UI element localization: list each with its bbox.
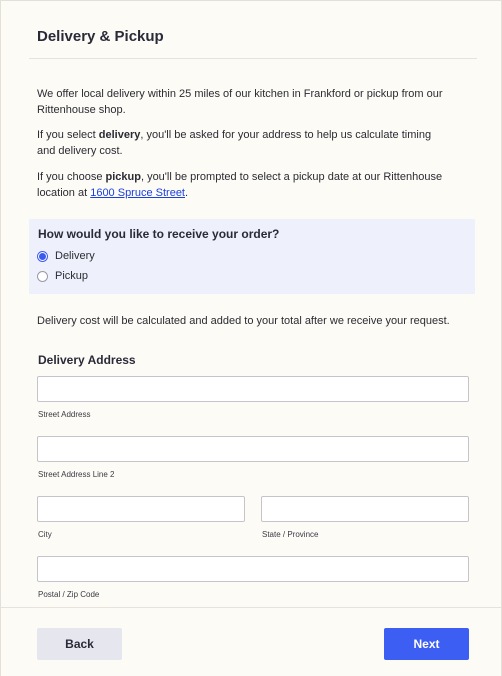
postal-code-input[interactable] <box>37 556 469 582</box>
form-footer <box>1 607 501 676</box>
method-question: How would you like to receive your order? <box>38 227 280 241</box>
intro-p3-text-mid: , you'll be prompted to select a pickup date at our Rittenhouse location at <box>37 171 443 199</box>
delivery-method-group <box>29 219 475 294</box>
street-address-sublabel: Street Address <box>38 410 91 419</box>
page-title: Delivery & Pickup <box>37 28 164 45</box>
radio-option-delivery[interactable] <box>37 248 95 264</box>
radio-selected-dot <box>39 253 46 260</box>
address-link[interactable]: 1600 Spruce Street <box>90 187 185 199</box>
radio-option-pickup[interactable] <box>37 268 88 284</box>
intro-p2-text-end: , you'll be asked for your address to help us calculate timing and delivery cost. <box>37 129 432 157</box>
intro-p3-text-end: . <box>185 187 189 199</box>
intro-p2-text: If you select <box>37 129 99 141</box>
intro-paragraph-2 <box>37 127 447 159</box>
intro-paragraph-3 <box>37 169 447 201</box>
postal-code-sublabel: Postal / Zip Code <box>38 590 100 599</box>
city-input[interactable] <box>37 496 245 522</box>
intro-paragraph-1: We offer local delivery within 25 miles of our kitchen in Frankford or pickup from our Rittenhouse shop. <box>37 88 443 116</box>
radio-pickup-label[interactable]: Pickup <box>55 270 89 282</box>
back-button[interactable]: Back <box>37 628 122 660</box>
street-address-line2-input[interactable] <box>37 436 469 462</box>
radio-pickup-indicator[interactable] <box>37 271 48 282</box>
intro-p2-bold: delivery <box>98 129 141 141</box>
radio-delivery-indicator[interactable] <box>37 251 48 262</box>
city-sublabel: City <box>38 530 52 539</box>
next-button[interactable]: Next <box>384 628 469 660</box>
street-address-line2-sublabel: Street Address Line 2 <box>38 470 115 479</box>
delivery-address-label: Delivery Address <box>38 353 136 367</box>
radio-delivery-label[interactable]: Delivery <box>55 250 95 262</box>
intro-p3-bold: pickup <box>105 171 141 183</box>
state-province-sublabel: State / Province <box>262 530 319 539</box>
street-address-input[interactable] <box>37 376 469 402</box>
state-province-input[interactable] <box>261 496 469 522</box>
delivery-cost-notice: Delivery cost will be calculated and added to your total after we receive your request. <box>37 315 450 327</box>
intro-p3-text: If you choose <box>37 171 106 183</box>
header-divider <box>29 58 477 59</box>
